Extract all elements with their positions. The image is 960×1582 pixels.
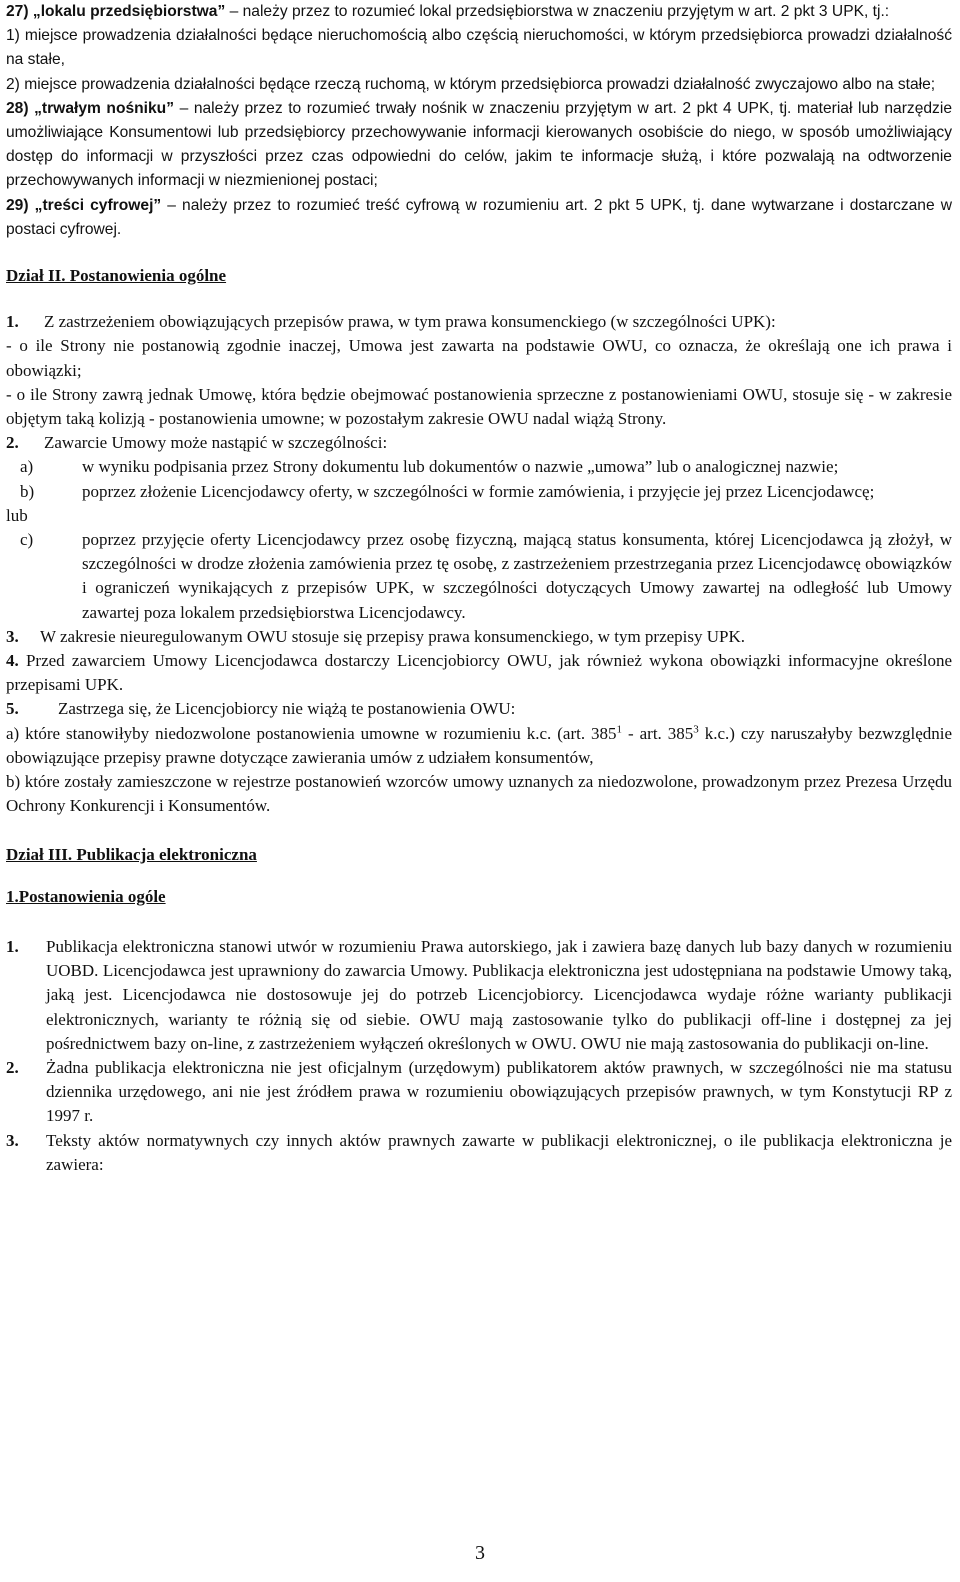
definition-27 <box>6 0 952 24</box>
section2-paragraph-5a <box>6 722 952 770</box>
paragraph-number: 1. <box>6 936 19 956</box>
paragraph-text: Żadna publikacja elektroniczna nie jest oficjalnym (urzędowym) publikatorem aktów prawnych, w szczególności nie ma statusu dziennika urzędowego, ani nie jest źródłem prawa w rozumieniu obowiązujących przepisów prawnych, w tym Konstytucji RP z 1997 r. <box>46 1057 952 1126</box>
superscript: 1 <box>616 723 623 736</box>
section3-paragraph-3 <box>6 1129 952 1177</box>
list-letter: c) <box>20 530 34 550</box>
page-number: 3 <box>475 1542 485 1564</box>
definition-number: 29) <box>6 196 29 214</box>
definition-29 <box>6 194 952 242</box>
section3-paragraph-2 <box>6 1056 952 1129</box>
section2-paragraph-5 <box>6 697 952 721</box>
paragraph-number: 2. <box>6 433 19 453</box>
paragraph-text: Przed zawarciem Umowy Licencjodawca dostarczy Licencjobiorcy OWU, jak również wykona obowiązki informacyjne określone przepisami UPK. <box>6 651 953 695</box>
paragraph-text: Zastrzega się, że Licencjobiorcy nie wiążą te postanowienia OWU: <box>58 699 516 719</box>
paragraph-number: 4. <box>6 651 19 671</box>
text-part: - art. 385 <box>622 723 694 743</box>
definition-text: – należy przez to rozumieć lokal przedsiębiorstwa w znaczeniu przyjętym w art. 2 pkt 3 UPK, tj.: <box>225 3 890 20</box>
text-part: a) które stanowiłyby niedozwolone postanowienia umowne w rozumieniu k.c. (art. 385 <box>6 723 617 743</box>
paragraph-text: Zawarcie Umowy może nastąpić w szczególności: <box>44 433 388 453</box>
superscript: 3 <box>693 723 699 736</box>
definition-27-item-1: 1) miejsce prowadzenia działalności będące nieruchomością albo częścią nieruchomości, w którym przedsiębiorca prowadzi działalność na stałe, <box>6 27 952 69</box>
section-heading-2: Dział II. Postanowienia ogólne <box>6 266 227 286</box>
section2-dash-2: - o ile Strony zawrą jednak Umowę, która będzie obejmować postanowienia sprzeczne z postanowieniami OWU, stosuje się - w zakresie objętym taką kolizją - postanowienia umowne; w pozostałym zakresie OWU nadal wiążą Strony. <box>6 384 952 429</box>
definition-27-item-2: 2) miejsce prowadzenia działalności będące rzeczą ruchomą, w którym przedsiębiorca prowadzi działalność zwyczajowo albo na stałe; <box>6 75 936 93</box>
paragraph-text: Publikacja elektroniczna stanowi utwór w rozumieniu Prawa autorskiego, jak i zawiera bazę danych lub bazy danych w rozumieniu UOBD. Licencjodawca jest uprawniony do zawarcia Umowy. Publikacja elektroniczna jest udostępniana na podstawie Umowy taką, jaką jest. Licencjodawca nie dostosowuje jej do potrzeb Licencjobiorcy. Licencjodawca wydaje różne warianty publikacji elektronicznych, warianty te różnią się od siebie. OWU mają zastosowanie tylko do publikacji off-line i dostępnej za jej pośrednictwem bazy on-line, z zastrzeżeniem wyłączeń określonych w OWU. OWU nie mają zastosowania do publikacji on-line. <box>46 936 952 1053</box>
paragraph-number: 3. <box>6 1130 19 1150</box>
definitions-block <box>6 0 952 242</box>
document-page <box>6 0 952 1177</box>
definition-number: 27) <box>6 3 29 20</box>
lub-connector: lub <box>6 505 28 525</box>
list-item-b <box>6 480 952 504</box>
definition-text: – należy przez to rozumieć treść cyfrową w rozumieniu art. 2 pkt 5 UPK, tj. dane wytwarzane i dostarczane w postaci cyfrowej. <box>6 196 952 238</box>
section2-dash-1: - o ile Strony nie postanowią zgodnie inaczej, Umowa jest zawarta na podstawie OWU, co oznacza, że określają one ich prawa i obowiązki; <box>6 336 952 380</box>
list-item-c <box>6 528 952 625</box>
section2-paragraph-1 <box>6 310 952 334</box>
section3-paragraph-1 <box>6 935 952 1056</box>
paragraph-text: Z zastrzeżeniem obowiązujących przepisów prawa, w tym prawa konsumenckiego (w szczególności UPK): <box>44 312 776 332</box>
list-text: poprzez przyjęcie oferty Licencjodawcy przez osobę fizyczną, mającą status konsumenta, której Licencjodawca ją złożył, w szczególności w drodze złożenia zamówienia przez tę osobę, z zastrzeżeniem przestrzegania przez Licencjodawcę obowiązków i ograniczeń wynikających z przepisów UPK, w szczególności dotyczących Umowy zawartej na odległość lub Umowy zawartej poza lokalem przedsiębiorstwa Licencjodawcy. <box>82 530 952 622</box>
paragraph-number: 1. <box>6 312 19 332</box>
section2-paragraph-5b: b) które zostały zamieszczone w rejestrze postanowień wzorców umowy uznanych za niedozwolone, prowadzonym przez Prezesa Urzędu Ochrony Konkurencji i Konsumentów. <box>6 772 952 816</box>
list-item-a <box>6 455 952 479</box>
list-letter: a) <box>20 457 34 477</box>
paragraph-text: W zakresie nieuregulowanym OWU stosuje się przepisy prawa konsumenckiego, w tym przepisy UPK. <box>40 626 746 646</box>
subsection-heading: 1.Postanowienia ogóle <box>6 886 166 906</box>
definition-text: – należy przez to rozumieć trwały nośnik w znaczeniu przyjętym w art. 2 pkt 4 UPK, tj. materiał lub narzędzie umożliwiające Konsumentowi lub przedsiębiorcy przechowywanie informacji kierowanych osobiście do niego, w sposób umożliwiający dostęp do informacji w przyszłości przez czas odpowiedni do celów, jakim te informacje służą, i które pozwalają na odtworzenie przechowywanych informacji w niezmienionej postaci; <box>6 99 952 190</box>
paragraph-number: 5. <box>6 699 19 719</box>
definition-number: 28) <box>6 99 29 117</box>
section-heading-3: Dział III. Publikacja elektroniczna <box>6 844 257 864</box>
text-part: k.c.) czy naruszałyby bezwzględnie obowiązujące przepisy prawne dotyczące zawierania umów z udziałem konsumentów, <box>6 723 953 767</box>
paragraph-text: Teksty aktów normatywnych czy innych aktów prawnych zawarte w publikacji elektronicznej, o ile publikacja elektroniczna je zawiera: <box>46 1130 952 1174</box>
section2-paragraph-4 <box>6 649 952 697</box>
list-text: w wyniku podpisania przez Strony dokumentu lub dokumentów o nazwie „umowa” lub o analogicznej nazwie; <box>82 457 839 477</box>
section2-paragraph-2 <box>6 431 952 455</box>
definition-term: „trwałym nośniku” <box>34 99 175 117</box>
section2-paragraph-3 <box>6 625 952 649</box>
list-text: poprzez złożenie Licencjodawcy oferty, w szczególności w formie zamówienia, i przyjęcie jej przez Licencjodawcę; <box>82 481 875 501</box>
definition-term: „treści cyfrowej” <box>34 196 162 214</box>
list-letter: b) <box>20 481 35 501</box>
definition-term: „lokalu przedsiębiorstwa” <box>32 3 226 20</box>
paragraph-number: 2. <box>6 1057 19 1077</box>
paragraph-number: 3. <box>6 626 19 646</box>
definition-28 <box>6 97 952 194</box>
